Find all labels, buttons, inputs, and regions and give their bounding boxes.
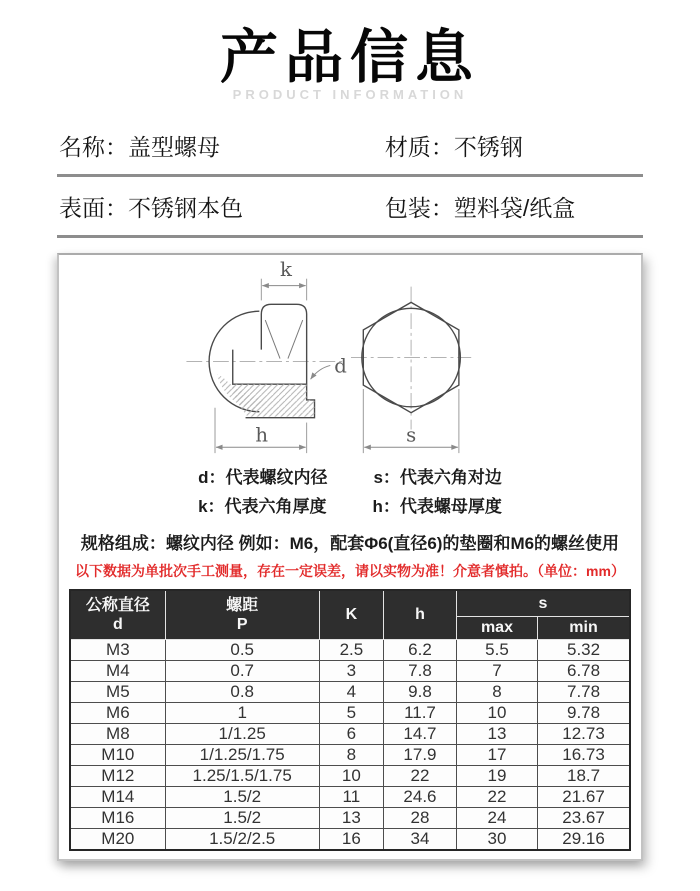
table-cell: 9.78 (538, 703, 630, 724)
table-cell: 8 (319, 745, 383, 766)
dimension-legend (69, 463, 631, 521)
spec-table-header (70, 590, 630, 640)
technical-drawing (69, 259, 631, 461)
table-cell: 7.78 (538, 682, 630, 703)
technical-drawing-area (69, 259, 631, 461)
table-cell: 6 (319, 724, 383, 745)
table-cell: 10 (456, 703, 537, 724)
table-cell: 30 (456, 829, 537, 851)
header-s-min: min (538, 617, 630, 640)
table-row (70, 640, 630, 661)
table-cell: 1/1.25/1.75 (165, 745, 319, 766)
table-cell: 9.8 (384, 682, 457, 703)
header-diameter-line2: d (112, 616, 123, 634)
table-cell: 16.73 (538, 745, 630, 766)
table-cell: 11 (319, 787, 383, 808)
table-cell: 19 (456, 766, 537, 787)
header-pitch-line2: P (236, 616, 248, 634)
table-cell: 13 (319, 808, 383, 829)
spec-table-body (70, 640, 630, 851)
table-cell: 12.73 (538, 724, 630, 745)
table-cell: 22 (456, 787, 537, 808)
table-row (70, 787, 630, 808)
table-cell: 29.16 (538, 829, 630, 851)
spec-card (57, 253, 643, 862)
table-cell: 17.9 (384, 745, 457, 766)
table-cell: 23.67 (538, 808, 630, 829)
table-cell: 13 (456, 724, 537, 745)
table-cell: 6.78 (538, 661, 630, 682)
table-cell: M14 (70, 787, 165, 808)
legend-item-s: s：代表六角对边 (373, 467, 502, 487)
legend-line-1 (69, 463, 631, 492)
table-cell: 8 (456, 682, 537, 703)
info-material: 材质：不锈钢 (384, 133, 523, 160)
header-diameter (70, 590, 165, 640)
measurement-warning: 以下数据为单批次手工测量，存在一定误差，请以实物为准！介意者慎拍。（单位：mm） (75, 562, 625, 579)
table-cell: 2.5 (319, 640, 383, 661)
info-name: 名称：盖型螺母 (59, 133, 220, 160)
product-info-section (57, 116, 643, 238)
table-row (70, 829, 630, 851)
info-surface: 表面：不锈钢本色 (59, 194, 243, 221)
legend-item-h: h：代表螺母厚度 (372, 496, 502, 516)
table-cell: 22 (384, 766, 457, 787)
table-cell: 0.5 (165, 640, 319, 661)
table-cell: 1.5/2 (165, 808, 319, 829)
table-cell: 3 (319, 661, 383, 682)
page-header (0, 0, 700, 102)
table-cell: 34 (384, 829, 457, 851)
table-cell: 11.7 (384, 703, 457, 724)
table-cell: 5.5 (456, 640, 537, 661)
legend-item-d: d：代表螺纹内径 (198, 467, 328, 487)
table-cell: M4 (70, 661, 165, 682)
table-cell: 1.5/2 (165, 787, 319, 808)
table-cell: 5.32 (538, 640, 630, 661)
dimension-label-s: s (406, 423, 417, 447)
table-cell: 1 (165, 703, 319, 724)
table-row (70, 745, 630, 766)
table-cell: 24 (456, 808, 537, 829)
table-cell: 4 (319, 682, 383, 703)
header-h: h (384, 590, 457, 640)
spec-composition-note: 规格组成：螺纹内径 例如：M6，配套Φ6(直径6)的垫圈和M6的螺丝使用 (80, 533, 620, 553)
info-row-2 (57, 177, 643, 238)
table-row (70, 703, 630, 724)
table-cell: 28 (384, 808, 457, 829)
table-cell: 17 (456, 745, 537, 766)
table-cell: 6.2 (384, 640, 457, 661)
header-pitch (165, 590, 319, 640)
table-cell: 0.7 (165, 661, 319, 682)
table-cell: 7 (456, 661, 537, 682)
info-row-1 (57, 116, 643, 177)
legend-item-k: k：代表六角厚度 (198, 496, 327, 516)
spec-table (69, 589, 631, 852)
table-cell: M12 (70, 766, 165, 787)
table-cell: 18.7 (538, 766, 630, 787)
table-cell: 1/1.25 (165, 724, 319, 745)
table-cell: 7.8 (384, 661, 457, 682)
header-k: K (319, 590, 383, 640)
dimension-label-d: d (334, 354, 347, 378)
header-s: s (456, 590, 630, 617)
table-cell: 16 (319, 829, 383, 851)
page-subtitle: PRODUCT INFORMATION (232, 86, 468, 102)
table-row (70, 661, 630, 682)
dimension-label-k: k (280, 258, 292, 281)
legend-line-2 (69, 492, 631, 521)
table-cell: M20 (70, 829, 165, 851)
table-row (70, 766, 630, 787)
table-cell: M16 (70, 808, 165, 829)
table-cell: M3 (70, 640, 165, 661)
table-cell: 10 (319, 766, 383, 787)
table-cell: 1.25/1.5/1.75 (165, 766, 319, 787)
front-hex-view (351, 287, 471, 454)
dimension-label-h: h (255, 423, 269, 447)
table-cell: 24.6 (384, 787, 457, 808)
table-row (70, 808, 630, 829)
side-section-view (186, 259, 347, 453)
table-cell: M8 (70, 724, 165, 745)
page-title: 产品信息 (219, 25, 480, 90)
header-diameter-line1: 公称直径 (85, 597, 150, 615)
table-row (70, 724, 630, 745)
table-cell: 0.8 (165, 682, 319, 703)
header-pitch-line1: 螺距 (226, 597, 259, 615)
table-cell: 1.5/2/2.5 (165, 829, 319, 851)
table-cell: 21.67 (538, 787, 630, 808)
table-cell: M6 (70, 703, 165, 724)
table-cell: 5 (319, 703, 383, 724)
table-cell: M10 (70, 745, 165, 766)
table-row (70, 682, 630, 703)
header-s-max: max (456, 617, 537, 640)
info-packaging: 包装：塑料袋/纸盒 (384, 194, 576, 221)
table-cell: 14.7 (384, 724, 457, 745)
table-cell: M5 (70, 682, 165, 703)
